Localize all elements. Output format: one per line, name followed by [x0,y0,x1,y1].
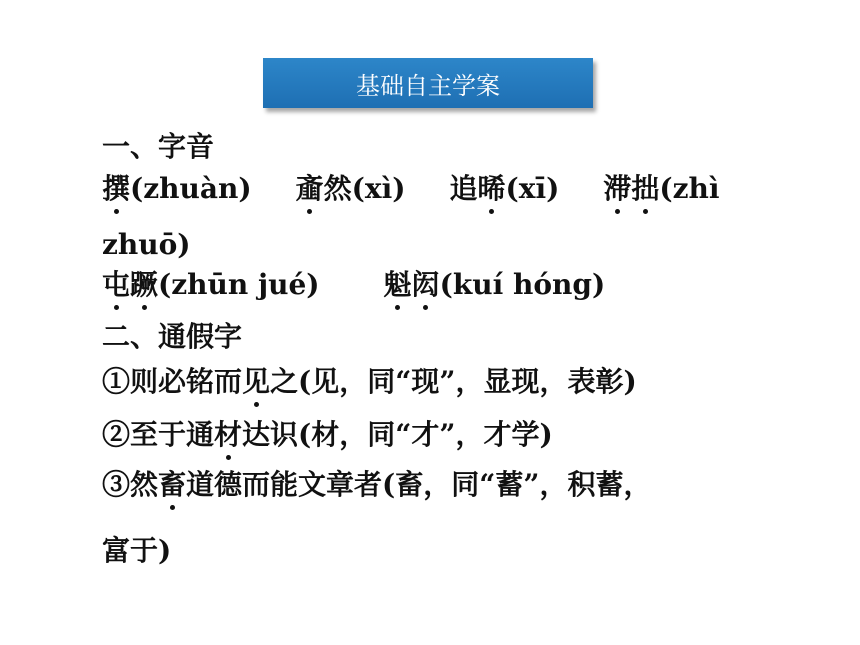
dotted-char: 撰 [102,172,131,205]
dotted-char: 拙 [631,172,660,205]
pronunciation-item: 追晞(xī) [449,172,560,205]
interchangeable-line-2: ②至于通材达识(材，同“才”，才学) [102,418,553,451]
pronunciation-item: 齑然(xì) [295,172,406,205]
pinyin: (zhūn jué) [158,268,320,301]
interchangeable-line-1: ①则必铭而见之(见，同“现”，显现，表彰) [102,365,637,398]
pronunciation-line-1 [102,172,720,206]
dotted-char: 齑 [295,172,324,205]
dotted-char: 材 [214,418,243,451]
pronunciation-item [603,172,719,206]
pinyin: (xì) [351,172,406,205]
pronunciation-item [102,268,320,302]
pinyin: (kuí hóng) [439,268,606,301]
dotted-char: 见 [242,365,271,398]
pronunciation-item [102,172,252,206]
section-title: 基础自主学案 [356,71,500,100]
interchangeable-line-3: ③然畜道德而能文章者(畜，同“蓄”，积蓄， [102,468,652,501]
pronunciation-line-1-wrap: zhuō) [102,228,191,261]
dotted-char: 屯 [102,268,131,301]
dotted-char: 滞 [603,172,632,205]
pinyin: (xī) [505,172,560,205]
dotted-char: 畜 [158,468,187,501]
dotted-char: 蹶 [130,268,159,301]
pronunciation-item [384,268,606,302]
section-title-banner [263,58,593,108]
pronunciation-line-2 [102,268,605,302]
heading-pronunciation: 一、字音 [102,130,215,163]
interchangeable-line-3-wrap: 富于) [102,534,172,567]
heading-interchangeable-chars: 二、通假字 [102,320,243,353]
dotted-char: 晞 [477,172,506,205]
pinyin: (zhì [659,172,720,205]
dotted-char: 闳 [411,268,440,301]
dotted-char: 魁 [383,268,412,301]
pinyin: (zhuàn) [130,172,252,205]
